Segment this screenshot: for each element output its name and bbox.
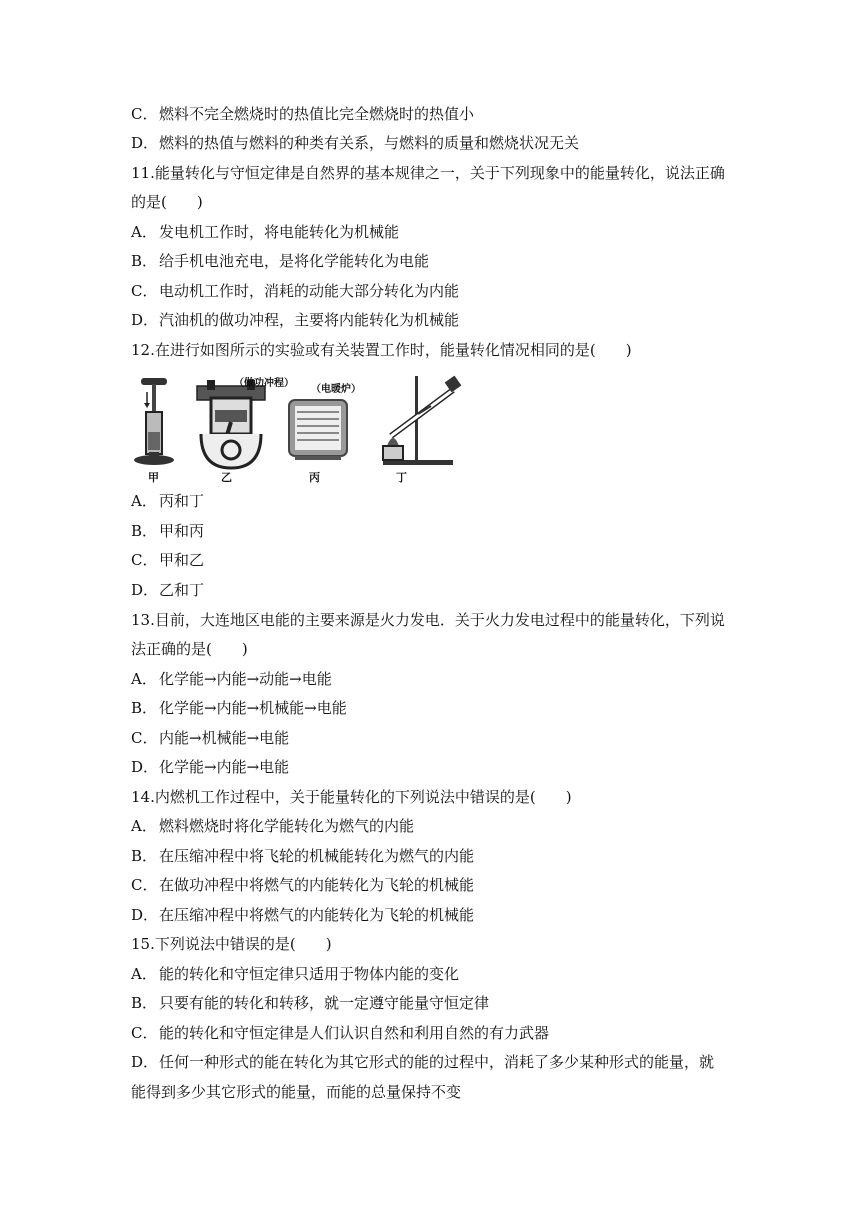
option-letter: D．: [131, 758, 159, 776]
label-power-stroke: （做功冲程）: [234, 378, 294, 389]
figure-jia: [131, 372, 179, 484]
q13-stem-line2: 法正确的是( ): [131, 640, 248, 658]
option-letter: D．: [131, 134, 159, 152]
q11-stem-line2: 的是( ): [131, 193, 203, 211]
caption-ding: 丁: [396, 471, 407, 484]
option-text: 能的转化和守恒定律是人们认识自然和利用自然的有力武器: [159, 1024, 550, 1042]
option-letter: C．: [131, 1024, 158, 1042]
option-text: 丙和丁: [159, 492, 205, 510]
label-heater: （电暖炉）: [311, 384, 361, 395]
option-text: 给手机电池充电，是将化学能转化为电能: [159, 252, 430, 270]
option-letter: D．: [131, 1053, 159, 1071]
option-letter: C．: [131, 282, 158, 300]
q10-option-c[interactable]: [131, 104, 474, 124]
option-text: 乙和丁: [159, 581, 205, 599]
option-letter: B．: [131, 847, 158, 865]
option-text: 甲和乙: [159, 551, 205, 569]
caption-jia: 甲: [148, 471, 159, 484]
q13-option-d[interactable]: [131, 757, 289, 777]
option-letter: A．: [131, 670, 157, 688]
option-text: 甲和丙: [159, 522, 205, 540]
option-text: 任何一种形式的能在转化为其它形式的能的过程中，消耗了多少某种形式的能量，就: [159, 1053, 715, 1071]
q12-option-a[interactable]: [131, 491, 204, 511]
option-text: 化学能→内能→机械能→电能: [159, 699, 347, 717]
q12-option-b[interactable]: [131, 521, 204, 541]
q11-option-d[interactable]: [131, 310, 459, 330]
q15-option-d-continuation: 能得到多少其它形式的能量，而能的总量保持不变: [131, 1083, 462, 1101]
option-letter: B．: [131, 522, 158, 540]
q13-stem-line1: 13.目前，大连地区电能的主要来源是火力发电．关于火力发电过程中的能量转化，下列说: [131, 611, 725, 629]
option-text: 化学能→内能→动能→电能: [159, 670, 332, 688]
q12-option-d[interactable]: [131, 580, 204, 600]
q15-stem: 15.下列说法中错误的是( ): [131, 935, 332, 953]
option-text: 发电机工作时，将电能转化为机械能: [159, 223, 400, 241]
option-text: 内能→机械能→电能: [159, 729, 290, 747]
option-letter: B．: [131, 994, 158, 1012]
q14-option-a[interactable]: [131, 816, 414, 836]
option-letter: C．: [131, 876, 158, 894]
figure-ding: [371, 372, 463, 484]
q11-option-b[interactable]: [131, 251, 429, 271]
syringe-icon: [131, 372, 179, 472]
q14-option-b[interactable]: [131, 846, 474, 866]
option-letter: A．: [131, 817, 157, 835]
q10-option-d[interactable]: [131, 133, 579, 153]
caption-yi: 乙: [221, 471, 232, 484]
test-tube-stand-icon: [371, 372, 463, 472]
option-text: 在压缩冲程中将飞轮的机械能转化为燃气的内能: [159, 847, 475, 865]
option-text: 燃料不完全燃烧时的热值比完全燃烧时的热值小: [159, 105, 475, 123]
q15-option-a[interactable]: [131, 964, 459, 984]
q13-option-a[interactable]: [131, 669, 332, 689]
option-letter: D．: [131, 581, 159, 599]
q14-option-d[interactable]: [131, 905, 474, 925]
option-letter: D．: [131, 311, 159, 329]
q12-stem: 12.在进行如图所示的实验或有关装置工作时，能量转化情况相同的是( ): [131, 341, 632, 359]
option-text: 电动机工作时，消耗的动能大部分转化为内能: [159, 282, 460, 300]
option-letter: D．: [131, 906, 159, 924]
option-letter: C．: [131, 105, 158, 123]
q13-option-b[interactable]: [131, 698, 347, 718]
q12-figures: [131, 372, 471, 490]
q14-stem: 14.内燃机工作过程中，关于能量转化的下列说法中错误的是( ): [131, 788, 572, 806]
option-text: 在压缩冲程中将燃气的内能转化为飞轮的机械能: [159, 906, 475, 924]
option-letter: B．: [131, 699, 158, 717]
q13-option-c[interactable]: [131, 728, 289, 748]
option-letter: B．: [131, 252, 158, 270]
option-text: 在做功冲程中将燃气的内能转化为飞轮的机械能: [159, 876, 475, 894]
q15-option-b[interactable]: [131, 993, 489, 1013]
caption-bing: 丙: [309, 471, 320, 484]
option-text: 能的转化和守恒定律只适用于物体内能的变化: [159, 965, 460, 983]
option-letter: A．: [131, 223, 157, 241]
q15-option-c[interactable]: [131, 1023, 549, 1043]
q11-option-c[interactable]: [131, 281, 459, 301]
option-text: 汽油机的做功冲程，主要将内能转化为机械能: [159, 311, 460, 329]
option-text: 化学能→内能→电能: [159, 758, 290, 776]
option-letter: C．: [131, 729, 158, 747]
q12-option-c[interactable]: [131, 550, 204, 570]
q15-option-d[interactable]: [131, 1052, 714, 1072]
option-letter: C．: [131, 551, 158, 569]
q11-stem-line1: 11.能量转化与守恒定律是自然界的基本规律之一，关于下列现象中的能量转化，说法正确: [131, 164, 725, 182]
q11-option-a[interactable]: [131, 222, 399, 242]
q14-option-c[interactable]: [131, 875, 474, 895]
option-text: 燃料燃烧时将化学能转化为燃气的内能: [159, 817, 415, 835]
option-text: 只要有能的转化和转移，就一定遵守能量守恒定律: [159, 994, 490, 1012]
option-letter: A．: [131, 965, 157, 983]
option-letter: A．: [131, 492, 157, 510]
option-text: 燃料的热值与燃料的种类有关系，与燃料的质量和燃烧状况无关: [159, 134, 580, 152]
